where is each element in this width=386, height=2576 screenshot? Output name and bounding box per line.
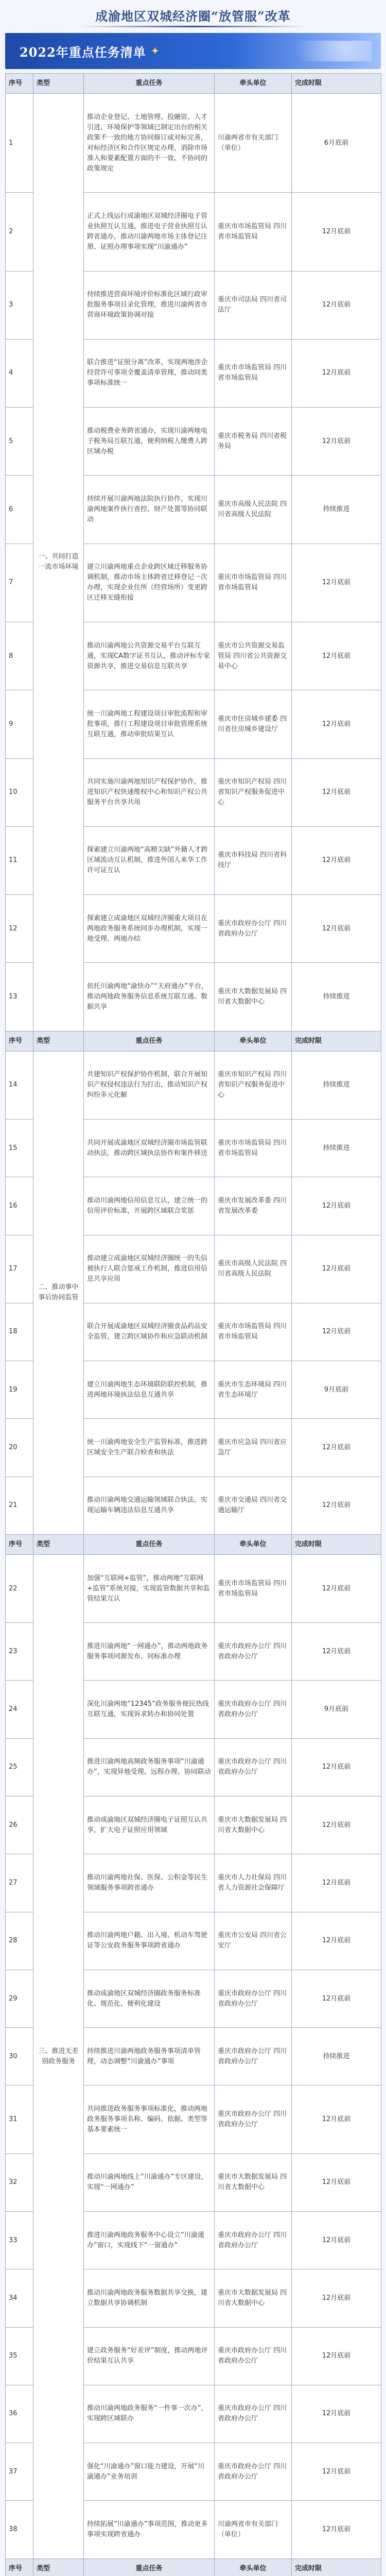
row-number: 11 <box>6 826 33 894</box>
banner-text: 2022年重点任务清单 <box>20 44 146 60</box>
row-number: 30 <box>6 2028 33 2086</box>
lead-unit: 重庆市政府办公厅 四川省政府办公厅 <box>215 895 292 963</box>
lead-unit: 重庆市政府办公厅 四川省政府办公厅 <box>215 2212 292 2269</box>
task-text: 推动川渝两地社保、医保、公积金等民生领域服务事项跨省通办 <box>84 1854 215 1912</box>
header-task: 重点任务 <box>84 74 215 94</box>
row-number: 9 <box>6 690 33 758</box>
table-row <box>6 94 381 193</box>
header-time: 完成时限 <box>292 1031 381 1051</box>
lead-unit: 重庆市政府办公厅 四川省政府办公厅 <box>215 1970 292 2027</box>
deadline: 持续推进 <box>292 476 381 544</box>
header-time: 完成时限 <box>292 74 381 94</box>
deadline: 12月底前 <box>292 2327 381 2385</box>
row-number: 14 <box>6 1051 33 1119</box>
lead-unit: 重庆市政府办公厅 四川省政府办公厅 <box>215 2028 292 2086</box>
task-text: 推动川渝两地线上“川渝通办”专区建设，实现“一网通办” <box>84 2154 215 2211</box>
deadline: 12月底前 <box>292 1970 381 2027</box>
task-text: 推动建立成渝地区双城经济圈统一的失信被执行人联合惩戒工作机制，推进信用信息共享应用 <box>84 1235 215 1303</box>
row-number: 25 <box>6 1738 33 1796</box>
header-type: 类型 <box>33 74 84 94</box>
task-text: 推动成渝地区双城经济圈政务服务标准化、规范化、便利化建设 <box>84 1970 215 2027</box>
row-number: 4 <box>6 339 33 407</box>
lead-unit: 重庆市高级人民法院 四川省高级人民法院 <box>215 476 292 544</box>
task-table <box>5 73 381 2576</box>
task-text: 正式上线运行成渝地区双城经济圈电子营业执照互认互通，推进电子营业执照互认跨省通办，推动川渝两地市场主体登记注册、证照办理事项实现“川渝通办” <box>84 193 215 271</box>
deadline: 12月底前 <box>292 622 381 690</box>
deadline: 12月底前 <box>292 193 381 271</box>
task-text: 统一川渝两地工程建设项目审批流程和审批事项，推行工程建设项目审批管理系统互联互通，推动审批结果互认 <box>84 690 215 758</box>
task-text: 持续推进营商环境评价标准化区域行政审批服务事项目录化管理，推进川渝两省市营商环境政策协调对接 <box>84 271 215 339</box>
task-text: 统一川渝两地安全生产监管标准，推进跨区域安全生产联合检查和执法 <box>84 1419 215 1477</box>
lead-unit: 重庆市政府办公厅 四川省政府办公厅 <box>215 2327 292 2385</box>
lead-unit: 重庆市公共资源交易监管局 四川省公共资源交易中心 <box>215 622 292 690</box>
header-no: 序号 <box>6 1534 33 1554</box>
row-number: 18 <box>6 1303 33 1361</box>
lead-unit: 重庆市应急局 四川省应急厅 <box>215 1419 292 1477</box>
deadline: 12月底前 <box>292 895 381 963</box>
section-type: 一、共同打造一流市场环境 <box>33 94 84 1031</box>
task-text: 推进川渝两地“一网通办”，推动两地政务服务事项同源发布、同标准办理 <box>84 1623 215 1681</box>
deadline: 12月底前 <box>292 271 381 339</box>
row-number: 21 <box>6 1477 33 1534</box>
header-task: 重点任务 <box>84 1031 215 1051</box>
lead-unit: 重庆市住房城乡建委 四川省住房城乡建设厅 <box>215 690 292 758</box>
row-number: 27 <box>6 1854 33 1912</box>
row-number: 1 <box>6 94 33 193</box>
lead-unit: 重庆市政府办公厅 四川省政府办公厅 <box>215 2385 292 2443</box>
task-text: 推进川渝两地政务服务中心设立“川渝通办”窗口，实现线下“一窗通办” <box>84 2212 215 2269</box>
row-number: 26 <box>6 1797 33 1854</box>
task-text: 共同开展成渝地区双城经济圈市场监管联动执法，推动跨区域执法协作和案件移送 <box>84 1119 215 1177</box>
lead-unit: 重庆市市场监管局 四川省市场监管局 <box>215 1119 292 1177</box>
task-text: 建立政务服务“好差评”制度，推动两地评价结果互认共享 <box>84 2327 215 2385</box>
header-type: 类型 <box>33 1534 84 1554</box>
row-number: 7 <box>6 544 33 622</box>
task-text: 推动川渝两地交通运输领域联合执法，实现运输车辆违法信息互通共享 <box>84 1477 215 1534</box>
row-number: 2 <box>6 193 33 271</box>
header-type: 类型 <box>33 2558 84 2576</box>
task-text: 持续开展川渝两地法院执行协作，实现川渝两地案件执行查控、财产处置等协同联动 <box>84 476 215 544</box>
lead-unit: 重庆市科技局 四川省科技厅 <box>215 826 292 894</box>
deadline: 9月底前 <box>292 1361 381 1419</box>
row-number: 22 <box>6 1554 33 1622</box>
row-number: 10 <box>6 758 33 826</box>
task-text: 联合开展成渝地区双城经济圈食品药品安全监管，建立跨区域协作和应急联动机制 <box>84 1303 215 1361</box>
deadline: 12月底前 <box>292 544 381 622</box>
deadline: 6月底前 <box>292 94 381 193</box>
task-text: 推进川渝两地高频政务服务事项“川渝通办”，实现异地受理、远程办理、协同联动 <box>84 1738 215 1796</box>
header-row <box>6 1031 381 1051</box>
deadline: 12月底前 <box>292 408 381 476</box>
task-text: 加强“互联网+监管”，推动两地“互联网+监管”系统对接，实现监管数据共享和监管结果互认 <box>84 1554 215 1622</box>
task-text: 探索建立成渝地区双城经济圈重大项目在两地政务服务系统同步办理机制，实现一地受理、两地办结 <box>84 895 215 963</box>
row-number: 13 <box>6 963 33 1031</box>
task-table-wrap <box>5 73 381 2576</box>
row-number: 28 <box>6 1912 33 1970</box>
deadline: 12月底前 <box>292 1303 381 1361</box>
header-task: 重点任务 <box>84 1534 215 1554</box>
deadline: 持续推进 <box>292 1051 381 1119</box>
deadline: 12月底前 <box>292 1235 381 1303</box>
deadline: 12月底前 <box>292 826 381 894</box>
header-no: 序号 <box>6 2558 33 2576</box>
lead-unit: 重庆市市场监管局 四川省市场监管局 <box>215 1303 292 1361</box>
row-number: 12 <box>6 895 33 963</box>
task-text: 共同实施川渝两地知识产权保护协作，推进知识产权快速维权中心和知识产权公共服务平台共享共用 <box>84 758 215 826</box>
header-time: 完成时限 <box>292 1534 381 1554</box>
deadline: 12月底前 <box>292 2501 381 2558</box>
deadline: 持续推进 <box>292 963 381 1031</box>
task-text: 推动川渝两地信用信息互认，建立统一的信用评价标准，开展跨区域联合奖惩 <box>84 1177 215 1235</box>
lead-unit: 重庆市政府办公厅 四川省政府办公厅 <box>215 1681 292 1738</box>
lead-unit: 重庆市政府办公厅 四川省政府办公厅 <box>215 2443 292 2501</box>
row-number: 32 <box>6 2154 33 2211</box>
row-number: 16 <box>6 1177 33 1235</box>
task-text: 依托川渝两地“渝快办”“天府通办”平台，推动两地政务服务信息系统互联互通、数据共享 <box>84 963 215 1031</box>
lead-unit: 重庆市人力社保局 四川省人力资源社会保障厅 <box>215 1854 292 1912</box>
row-number: 34 <box>6 2269 33 2327</box>
deadline: 12月底前 <box>292 2385 381 2443</box>
deadline: 9月底前 <box>292 1681 381 1738</box>
deadline: 12月底前 <box>292 1738 381 1796</box>
header-task: 重点任务 <box>84 2558 215 2576</box>
row-number: 20 <box>6 1419 33 1477</box>
deadline: 持续推进 <box>292 2028 381 2086</box>
deadline: 12月底前 <box>292 1419 381 1477</box>
section-banner <box>5 33 381 69</box>
deadline: 12月底前 <box>292 2443 381 2501</box>
lead-unit: 重庆市政府办公厅 四川省政府办公厅 <box>215 1738 292 1796</box>
row-number: 31 <box>6 2086 33 2154</box>
section-type: 二、推动事中事后协同监管 <box>33 1051 84 1534</box>
deadline: 12月底前 <box>292 1554 381 1622</box>
header-lead: 牵头单位 <box>215 1534 292 1554</box>
lead-unit: 重庆市市场监管局 四川省市场监管局 <box>215 193 292 271</box>
lead-unit: 重庆市税务局 四川省税务局 <box>215 408 292 476</box>
row-number: 35 <box>6 2327 33 2385</box>
task-text: 推动川渝两地公共资源交易平台互联互通，实现CA数字证书互认，推动评标专家资源共享，推进交易信息互联共享 <box>84 622 215 690</box>
lead-unit: 重庆市市场监管局 四川省市场监管局 <box>215 544 292 622</box>
row-number: 19 <box>6 1361 33 1419</box>
lead-unit: 重庆市市场监管局 四川省市场监管局 <box>215 1554 292 1622</box>
header-lead: 牵头单位 <box>215 1031 292 1051</box>
row-number: 36 <box>6 2385 33 2443</box>
lead-unit: 川渝两省市有关部门（单位） <box>215 2501 292 2558</box>
task-text: 共建知识产权保护协作机制，联合开展知识产权侵权违法行为打击，推动知识产权纠纷多元化解 <box>84 1051 215 1119</box>
section-type: 三、推进无差别政务服务 <box>33 1554 84 2558</box>
deadline: 12月底前 <box>292 1912 381 1970</box>
row-number: 8 <box>6 622 33 690</box>
lead-unit: 重庆市大数据发展局 四川省大数据中心 <box>215 2154 292 2211</box>
lead-unit: 重庆市高级人民法院 四川省高级人民法院 <box>215 1235 292 1303</box>
task-text: 推动企业登记、土地管理、投融资、人才引进、环境保护等领域已制定出台的相关政策不一致的地方协同修订或对标完善，对标经济区和合作区规定办理，消除市场准入和要素配置方面的不一致、不协同的政策规定 <box>84 94 215 193</box>
row-number: 38 <box>6 2501 33 2558</box>
lead-unit: 重庆市知识产权局 四川省知识产权服务促进中心 <box>215 1051 292 1119</box>
task-text: 共同推进政务服务事项标准化，推动两地政务服务事项名称、编码、依据、类型等基本要素统一 <box>84 2086 215 2154</box>
deadline: 12月底前 <box>292 2154 381 2211</box>
task-text: 联合推进“证照分离”改革，实现两地涉企经营许可事项全覆盖清单管理，推动同类事项标准统一 <box>84 339 215 407</box>
lead-unit: 重庆市大数据发展局 四川省大数据中心 <box>215 2269 292 2327</box>
deadline: 12月底前 <box>292 2269 381 2327</box>
header-row <box>6 74 381 94</box>
lead-unit: 重庆市发展改革委 四川省发展改革委 <box>215 1177 292 1235</box>
task-text: 深化川渝两地“12345”政务服务便民热线互联互通，实现诉求转办和协同处置 <box>84 1681 215 1738</box>
deadline: 12月底前 <box>292 1477 381 1534</box>
task-text: 建立川渝两地重点企业跨区域迁移服务协调机制，推动市场主体跨省迁移登记一次办理，实现企业住所（经营场所）变更跨区迁移无缝衔接 <box>84 544 215 622</box>
row-number: 17 <box>6 1235 33 1303</box>
deadline: 持续推进 <box>292 1119 381 1177</box>
lead-unit: 川渝两省市有关部门（单位） <box>215 94 292 193</box>
header-no: 序号 <box>6 1031 33 1051</box>
table-row <box>6 1051 381 1119</box>
lead-unit: 重庆市公安局 四川省公安厅 <box>215 1912 292 1970</box>
deadline: 12月底前 <box>292 1177 381 1235</box>
lead-unit: 重庆市大数据发展局 四川省大数据中心 <box>215 1797 292 1854</box>
deadline: 12月底前 <box>292 339 381 407</box>
lead-unit: 重庆市交通局 四川省交通运输厅 <box>215 1477 292 1534</box>
lead-unit: 重庆市政府办公厅 四川省政府办公厅 <box>215 1623 292 1681</box>
header-time: 完成时限 <box>292 2558 381 2576</box>
deadline: 12月底前 <box>292 2212 381 2269</box>
page-title: 成渝地区双城经济圈“放管服”改革 <box>95 9 291 24</box>
row-number: 29 <box>6 1970 33 2027</box>
task-text: 持续拓展“川渝通办”事项范围，推动更多事项实现跨省通办 <box>84 2501 215 2558</box>
row-number: 23 <box>6 1623 33 1681</box>
row-number: 15 <box>6 1119 33 1177</box>
deadline: 12月底前 <box>292 690 381 758</box>
lead-unit: 重庆市市场监管局 四川省市场监管局 <box>215 339 292 407</box>
task-text: 推动成渝地区双城经济圈电子证照互认共享，扩大电子证照应用领域 <box>84 1797 215 1854</box>
header-row <box>6 1534 381 1554</box>
task-text: 探索建立川渝两地“高精尖缺”外籍人才跨区域流动互认机制，推进外国人来华工作许可证互认 <box>84 826 215 894</box>
header-lead: 牵头单位 <box>215 74 292 94</box>
lead-unit: 重庆市生态环境局 四川省生态环境厅 <box>215 1361 292 1419</box>
sparkle-icon: ✦ <box>151 45 160 57</box>
row-number: 24 <box>6 1681 33 1738</box>
row-number: 6 <box>6 476 33 544</box>
task-text: 推动川渝两地户籍、出入境、机动车驾驶证等公安政务服务事项跨省通办 <box>84 1912 215 1970</box>
row-number: 3 <box>6 271 33 339</box>
header-lead: 牵头单位 <box>215 2558 292 2576</box>
title-underline <box>80 26 306 27</box>
task-text: 持续推进川渝两地政务服务事项清单管理，动态调整“川渝通办”事项 <box>84 2028 215 2086</box>
deadline: 12月底前 <box>292 758 381 826</box>
header-row <box>6 2558 381 2576</box>
row-number: 5 <box>6 408 33 476</box>
lead-unit: 重庆市司法局 四川省司法厅 <box>215 271 292 339</box>
deadline: 12月底前 <box>292 1623 381 1681</box>
lead-unit: 重庆市政府办公厅 四川省政府办公厅 <box>215 2086 292 2154</box>
table-row <box>6 1554 381 1622</box>
row-number: 33 <box>6 2212 33 2269</box>
lead-unit: 重庆市大数据发展局 四川省大数据中心 <box>215 963 292 1031</box>
deadline: 12月底前 <box>292 1797 381 1854</box>
task-text: 推动税费业务跨省通办，实现川渝两地电子税务局互联互通，便利纳税人缴费人跨区域办税 <box>84 408 215 476</box>
task-text: 建立川渝两地生态环境联防联控机制，推进两地环境执法信息互通共享 <box>84 1361 215 1419</box>
header-type: 类型 <box>33 1031 84 1051</box>
task-text: 强化“川渝通办”窗口能力建设，开展“川渝通办”业务培训 <box>84 2443 215 2501</box>
lead-unit: 重庆市知识产权局 四川省知识产权服务促进中心 <box>215 758 292 826</box>
task-text: 推动川渝两地政务服务“一件事一次办”，实现跨区域联办 <box>84 2385 215 2443</box>
task-text: 推动川渝两地政务服务数据共享交换，建立数据共享协调机制 <box>84 2269 215 2327</box>
header-no: 序号 <box>6 74 33 94</box>
deadline: 12月底前 <box>292 1854 381 1912</box>
deadline: 12月底前 <box>292 2086 381 2154</box>
row-number: 37 <box>6 2443 33 2501</box>
